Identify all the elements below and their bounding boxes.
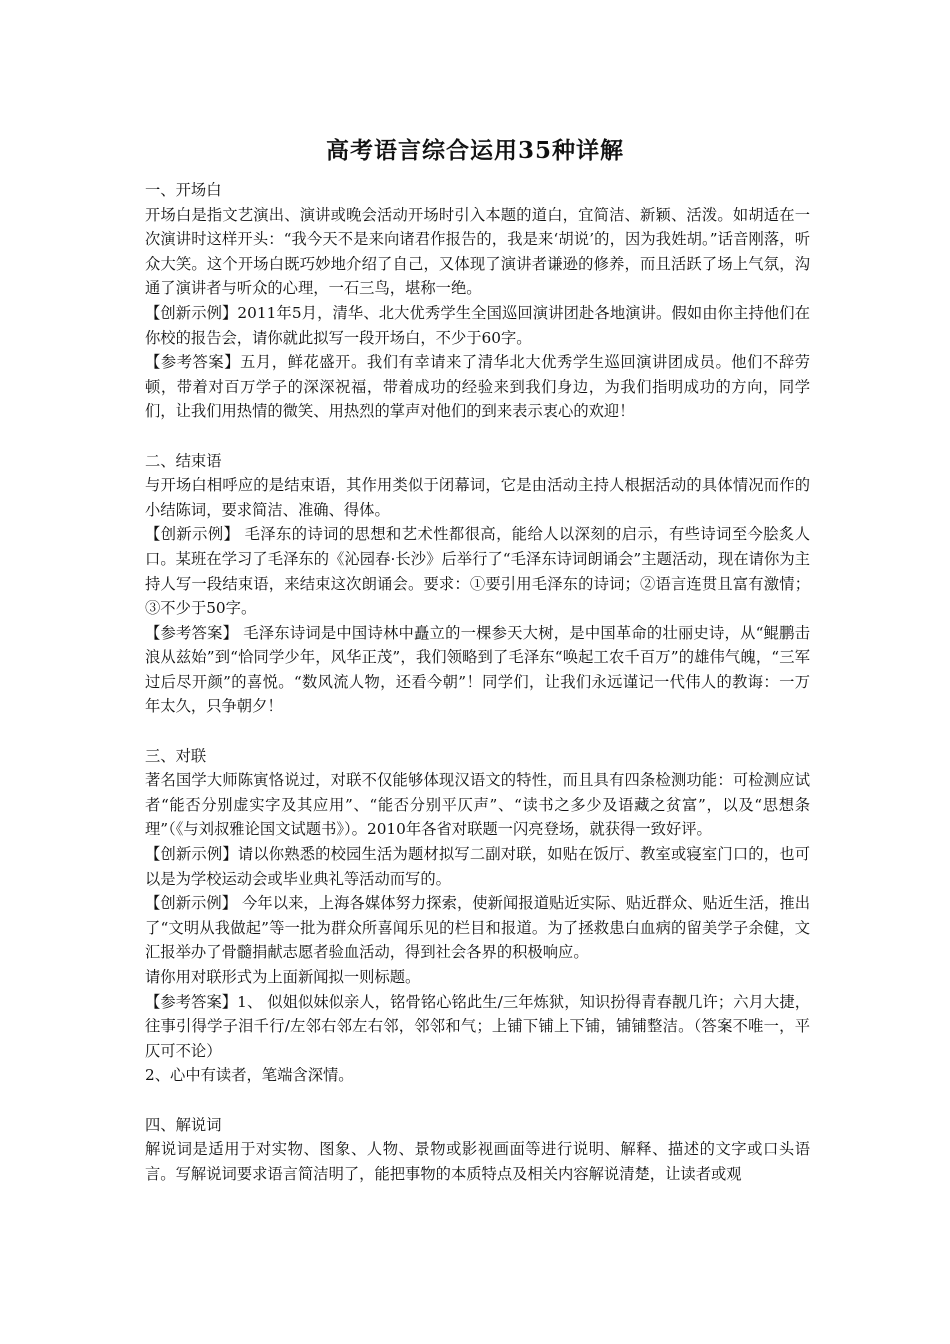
blank-line: [145, 424, 810, 449]
paragraph: 【创新示例】 今年以来，上海各媒体努力探索，使新闻报道贴近实际、贴近群众、贴近生活，推出了“文明从我做起”等一批为群众所喜闻乐见的栏目和报道。为了拯救患白血病的留美学子余健，文汇报举办了骨髓捐献志愿者验血活动，得到社会各界的积极响应。: [145, 894, 810, 962]
paragraph: 请你用对联形式为上面新闻拟一则标题。: [145, 968, 421, 986]
document-title: 高考语言综合运用35种详解: [325, 137, 624, 164]
paragraph: 【参考答案】1、 似姐似妹似亲人，铭骨铭心铭此生/三年炼狱，知识扮得青春靓几许；六月大捷，往事引得学子泪千行/左邻右邻左右邻，邻邻和气；上铺下铺上下铺，铺铺整洁。（答案不唯一，平仄可不论）: [145, 992, 810, 1060]
paragraph: 【参考答案】五月，鲜花盛开。我们有幸请来了清华北大优秀学生巡回演讲团成员。他们不辞劳顿，带着对百万学子的深深祝福，带着成功的经验来到我们身边，为我们指明成功的方向，同学们，让我们用热情的微笑、用热烈的掌声对他们的到来表示衷心的欢迎！: [145, 353, 810, 421]
paragraph: 【创新示例】2011年5月，清华、北大优秀学生全国巡回演讲团赴各地演讲。假如由你主持他们在你校的报告会，请你就此拟写一段开场白，不少于60字。: [145, 303, 810, 347]
section-heading: 一、开场白: [145, 181, 222, 199]
paragraph: 开场白是指文艺演出、演讲或晚会活动开场时引入本题的道白，宜简洁、新颖、活泼。如胡适在一次演讲时这样开头：“我今天不是来向诸君作报告的，我是来‘胡说’的，因为我姓胡。”话音刚落，听众大笑。这个开场白既巧妙地介绍了自己，又体现了演讲者谦逊的修养，而且活跃了场上气氛，沟通了演讲者与听众的心理，一石三鸟，堪称一绝。: [145, 205, 810, 298]
paragraph: 【参考答案】 毛泽东诗词是中国诗林中矗立的一棵参天大树，是中国革命的壮丽史诗，从“鲲鹏击浪从兹始”到“恰同学少年，风华正茂”，我们领略到了毛泽东“唤起工农千百万”的雄伟气魄，“三军过后尽开颜”的喜悦。“数风流人物，还看今朝”！同学们，让我们永远谨记一代伟人的教诲：一万年太久，只争朝夕！: [145, 623, 810, 716]
document-body: [145, 178, 810, 1186]
paragraph: 解说词是适用于对实物、图象、人物、景物或影视画面等进行说明、解释、描述的文字或口头语言。写解说词要求语言简洁明了，能把事物的本质特点及相关内容解说清楚，让读者或观: [145, 1140, 810, 1183]
paragraph: 2、心中有读者，笔端含深情。: [145, 1066, 354, 1085]
section-heading: 二、结束语: [145, 451, 222, 470]
paragraph: 著名国学大师陈寅恪说过，对联不仅能够体现汉语文的特性，而且具有四条检测功能：可检测应试者“能否分别虚实字及其应用”、“能否分别平仄声”、“读书之多少及语藏之贫富”，以及“思想条理”（《与刘叔雅论国文试题书》）。2010年各省对联题一闪亮登场，就获得一致好评。: [145, 771, 810, 839]
paragraph: 【创新示例】 毛泽东的诗词的思想和艺术性都很高，能给人以深刻的启示，有些诗词至今脍炙人口。某班在学习了毛泽东的《沁园春·长沙》后举行了“毛泽东诗词朗诵会”主题活动，现在请你为主持人写一段结束语，来结束这次朗诵会。要求：①要引用毛泽东的诗词；②语言连贯且富有激情；③不少于50字。: [145, 525, 810, 618]
section-heading: 四、解说词: [145, 1115, 222, 1134]
paragraph: 【创新示例】请以你熟悉的校园生活为题材拟写二副对联，如贴在饭厅、教室或寝室门口的，也可以是为学校运动会或毕业典礼等活动而写的。: [145, 845, 810, 888]
paragraph: 与开场白相呼应的是结束语，其作用类似于闭幕词，它是由活动主持人根据活动的具体情况而作的小结陈词，要求简洁、准确、得体。: [145, 476, 810, 519]
blank-line: [145, 1088, 810, 1113]
blank-line: [145, 719, 810, 744]
section-heading: 三、对联: [145, 746, 207, 765]
